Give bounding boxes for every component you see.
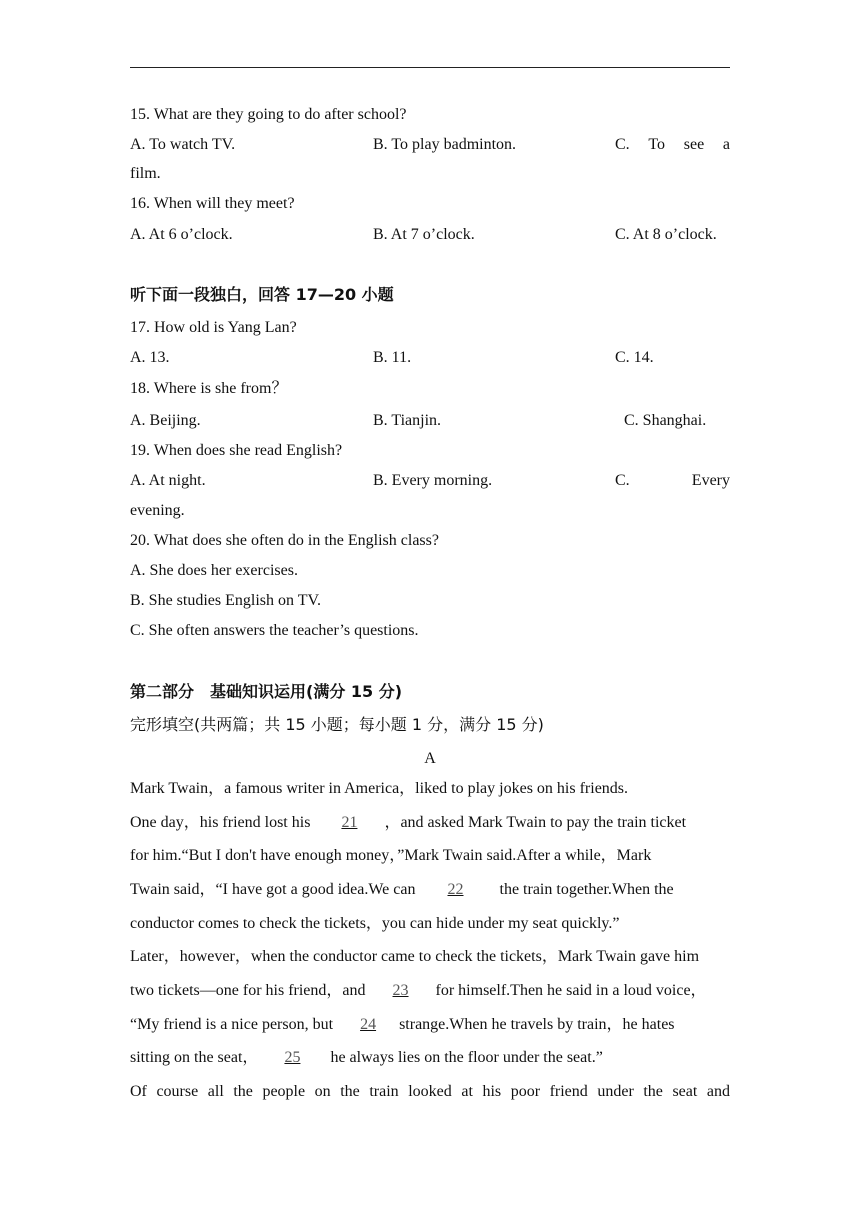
passage-word: the: [643, 1083, 663, 1100]
q15-option-c-tail: film.: [130, 165, 161, 182]
passage-text: for himself.Then he said in a loud voice，: [435, 982, 707, 999]
question-17: 17. How old is Yang Lan?: [130, 319, 297, 336]
passage-word: under: [597, 1083, 634, 1100]
q20-option-a: A. She does her exercises.: [130, 562, 298, 579]
question-20: 20. What does she often do in the English class?: [130, 532, 439, 549]
passage-line-2: [130, 813, 686, 833]
passage-text: ，and asked Mark Twain to pay the train ticket: [384, 814, 687, 831]
q17-option-c: C. 14.: [615, 349, 654, 366]
blank-23[interactable]: [366, 981, 436, 1001]
question-18: 18. Where is she from？: [130, 380, 288, 397]
passage-line-5: conductor comes to check the tickets，you can hide under my seat quickly.”: [130, 915, 620, 932]
q16-option-a: A. At 6 o’clock.: [130, 226, 233, 243]
q15-c-word: a: [722, 136, 730, 153]
blank-number: 23: [392, 982, 409, 999]
section-heading-17-20: 听下面一段独白，回答 17—20 小题: [130, 285, 394, 304]
passage-word: the: [340, 1083, 360, 1100]
q16-option-c: C. At 8 o’clock.: [615, 226, 717, 243]
passage-text: strange.When he travels by train，he hates: [399, 1016, 675, 1033]
q20-option-c: C. She often answers the teacher’s questions.: [130, 622, 419, 639]
q18-option-c: C. Shanghai.: [624, 412, 707, 429]
blank-number: 24: [360, 1016, 377, 1033]
passage-text: “My friend is a nice person, but: [130, 1016, 338, 1033]
part2-subheading: 完形填空(共两篇；共 15 小题；每小题 1 分，满分 15 分): [130, 715, 544, 734]
blank-21[interactable]: [314, 813, 384, 833]
passage-word: his: [482, 1083, 502, 1100]
q18-option-a: A. Beijing.: [130, 412, 201, 429]
blank-number: 21: [341, 814, 358, 831]
passage-word: and: [706, 1083, 730, 1100]
part2-heading: 第二部分 基础知识运用(满分 15 分): [130, 682, 403, 701]
passage-word: seat: [672, 1083, 698, 1100]
q19-option-b: B. Every morning.: [373, 472, 493, 489]
question-16: 16. When will they meet?: [130, 195, 295, 212]
passage-line-10: [130, 1082, 730, 1102]
passage-line-7: [130, 981, 707, 1001]
q15-option-a: A. To watch TV.: [130, 136, 236, 153]
question-19: 19. When does she read English?: [130, 442, 343, 459]
passage-line-9: [130, 1048, 603, 1068]
q18-option-b: B. Tianjin.: [373, 412, 442, 429]
blank-25[interactable]: [258, 1048, 326, 1068]
passage-text: he always lies on the floor under the seat.”: [326, 1049, 603, 1066]
passage-word: looked: [408, 1083, 452, 1100]
passage-line-1: Mark Twain，a famous writer in America，liked to play jokes on his friends.: [130, 780, 629, 797]
blank-number: 22: [447, 881, 464, 898]
passage-line-3: for him.“But I don't have enough money，”Mark Twain said.After a while，Mark: [130, 847, 652, 864]
passage-text: Twain said，“I have got a good idea.We can: [130, 881, 416, 898]
passage-line-6: Later，however，when the conductor came to check the tickets，Mark Twain gave him: [130, 948, 700, 965]
q19-c-word: C.: [615, 472, 630, 489]
passage-word: friend: [549, 1083, 588, 1100]
question-15: 15. What are they going to do after school?: [130, 106, 407, 123]
passage-word: course: [156, 1083, 199, 1100]
blank-22[interactable]: [416, 880, 496, 900]
passage-word: at: [461, 1083, 473, 1100]
blank-24[interactable]: [337, 1015, 399, 1035]
passage-label: A: [424, 750, 436, 767]
passage-text: two tickets—one for his friend，and: [130, 982, 366, 999]
q19-c-word: Every: [691, 472, 730, 489]
q15-c-word: see: [683, 136, 705, 153]
q17-option-a: A. 13.: [130, 349, 170, 366]
q15-option-c: [615, 135, 730, 155]
passage-word: on: [314, 1083, 331, 1100]
q16-option-b: B. At 7 o’clock.: [373, 226, 475, 243]
passage-text: One day，his friend lost his: [130, 814, 315, 831]
q17-option-b: B. 11.: [373, 349, 412, 366]
passage-word: train: [369, 1083, 399, 1100]
q15-option-b: B. To play badminton.: [373, 136, 517, 153]
passage-line-8: [130, 1015, 675, 1035]
q15-c-word: C.: [615, 136, 630, 153]
passage-word: Of: [130, 1083, 147, 1100]
q20-option-b: B. She studies English on TV.: [130, 592, 321, 609]
blank-number: 25: [284, 1049, 301, 1066]
q19-option-c-tail: evening.: [130, 502, 185, 519]
q15-c-word: To: [648, 136, 666, 153]
q19-option-a: A. At night.: [130, 472, 206, 489]
passage-word: all: [207, 1083, 224, 1100]
q19-option-c: [615, 471, 730, 491]
passage-line-4: [130, 880, 674, 900]
passage-word: people: [262, 1083, 306, 1100]
passage-text: sitting on the seat，: [130, 1049, 259, 1066]
header-rule: [130, 67, 730, 68]
passage-text: the train together.When the: [495, 881, 674, 898]
passage-word: the: [233, 1083, 253, 1100]
passage-word: poor: [510, 1083, 541, 1100]
